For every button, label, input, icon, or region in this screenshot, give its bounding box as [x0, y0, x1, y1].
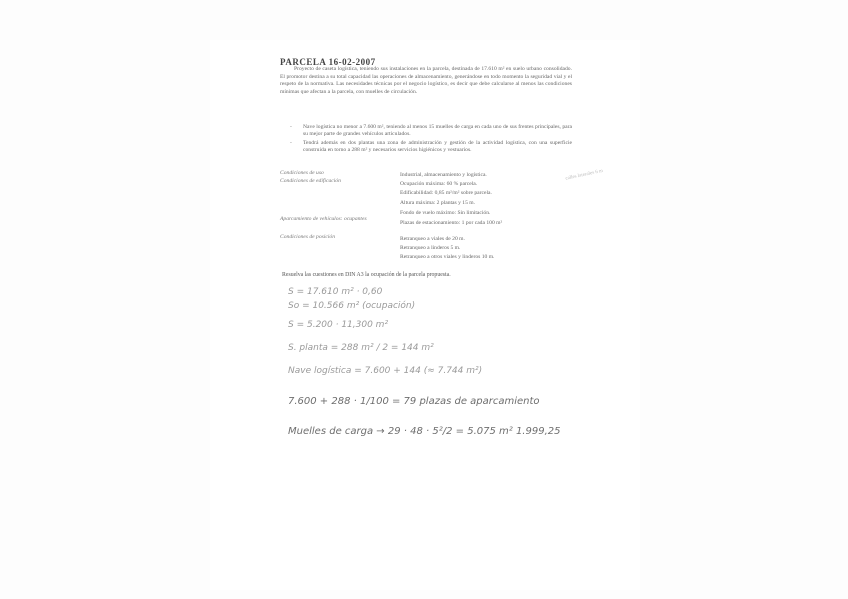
condition-label: Condiciones de edificación: [280, 178, 341, 184]
condition-value: Edificabilidad: 0,85 m²/m² sobre parcela.: [400, 190, 492, 196]
handwritten-line: S. planta = 288 m² / 2 = 144 m²: [288, 343, 434, 353]
handwritten-line: S = 17.610 m² · 0,60: [288, 287, 383, 297]
requirements-list: [290, 124, 572, 156]
handwritten-line: S = 5.200 · 11,300 m²: [288, 320, 389, 330]
handwritten-line: Nave logística = 7.600 + 144 (≈ 7.744 m²): [288, 366, 483, 376]
handwritten-line: Muelles de carga → 29 · 48 · 5²/2 = 5.075 m² 1.999,25: [288, 426, 561, 437]
condition-value: Ocupación máxima: 60 % parcela.: [400, 181, 478, 187]
condition-label: Aparcamiento de vehículos: ocupantes: [280, 216, 367, 222]
paper-sheet: [210, 40, 640, 590]
condition-value: Retranqueo a viales de 20 m.: [400, 236, 465, 242]
condition-value: Industrial, almacenamiento y logística.: [400, 172, 487, 178]
list-item: - Nave logística no menor a 7.600 m², teniendo al menos 15 muelles de carga en cada uno de sus frentes principales, para su mejor parte de grandes vehículos articulados.: [290, 124, 572, 139]
condition-label: Condiciones de posición: [280, 234, 335, 240]
handwritten-line: So = 10.566 m² (ocupación): [288, 301, 416, 311]
list-item: - Tendrá además en dos plantas una zona de administración y gestión de la actividad logística, con una superficie construida en torno a 288 m² y necesarios servicios higiénicos y vestuarios.: [290, 140, 572, 155]
document-title: PARCELA 16-02-2007: [280, 57, 376, 67]
condition-value: Plazas de estacionamiento: 1 por cada 100 m²: [400, 220, 503, 226]
question-text: Resuelva las cuestiones en DIN A3 la ocupación de la parcela propuesta.: [282, 272, 451, 278]
intro-paragraph: Proyecto de caseta logística, teniendo sus instalaciones en la parcela, destinada de 17.610 m² en suelo urbano consolidado. El promotor destina a su total capacidad las operaciones de almacenamiento, generándose en todo momento la seguridad vial y el respeto de la normativa. Las necesidades técnicas por el negocio logístico, es decir que debe calcularse al menos las condiciones mínimas que afectan a la parcela, con muelles de circulación.: [280, 66, 572, 95]
condition-label: Condiciones de uso: [280, 170, 324, 176]
condition-value: Retranqueo a linderos 5 m.: [400, 245, 461, 251]
margin-note: calles laterales 6 m: [565, 168, 604, 182]
condition-value: Altura máxima: 2 plantas y 15 m.: [400, 200, 476, 206]
handwritten-line: 7.600 + 288 · 1/100 = 79 plazas de aparcamiento: [288, 396, 540, 407]
condition-value: Retranqueo a otros viales y linderos 10 m.: [400, 254, 495, 260]
condition-value: Fondo de vuelo máximo: Sin limitación.: [400, 210, 491, 216]
